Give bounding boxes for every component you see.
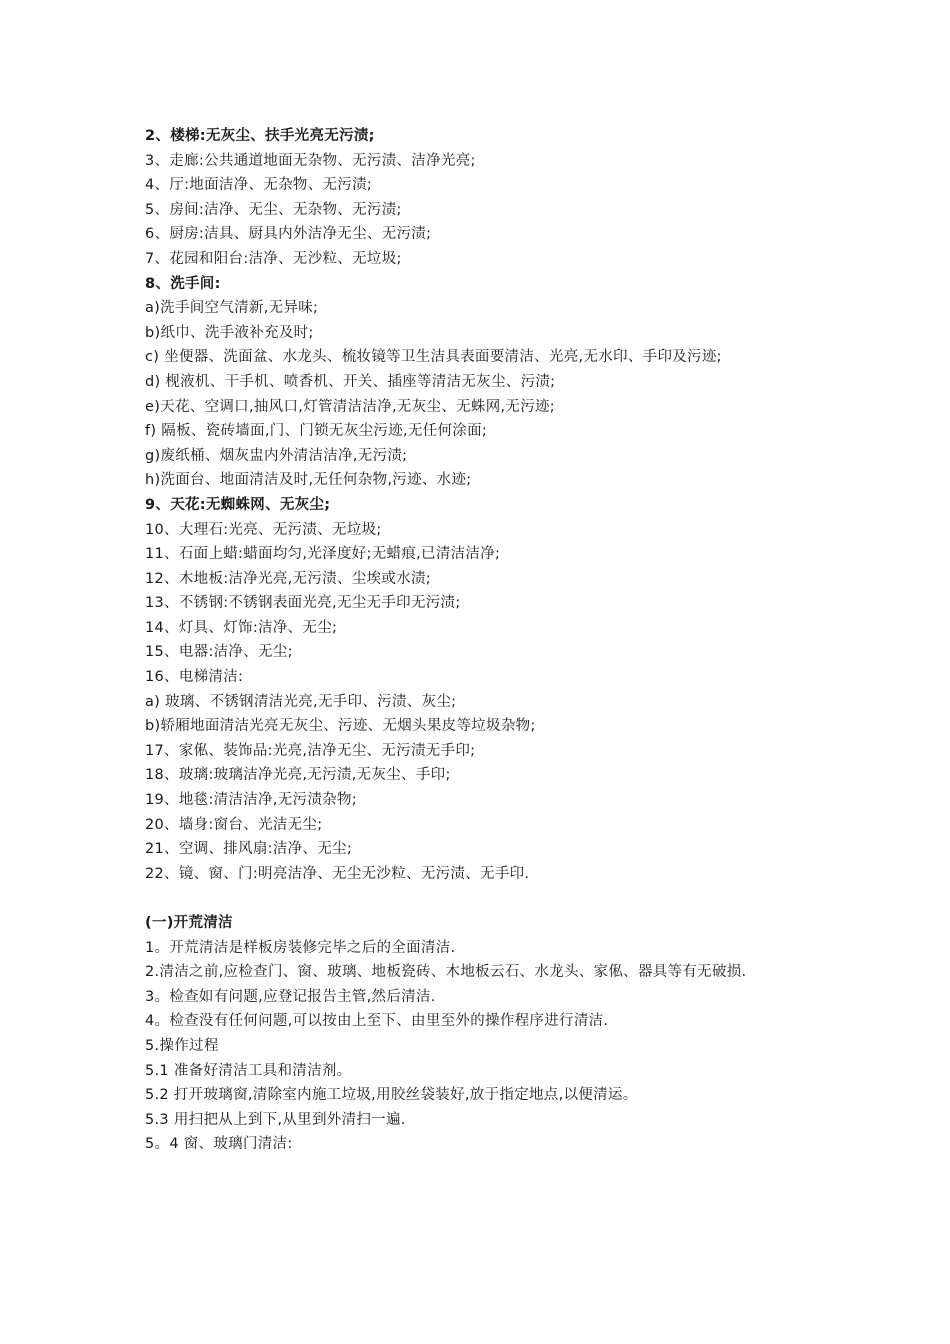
- text-line: 14、灯具、灯饰:洁净、无尘;: [145, 619, 338, 636]
- text-line: 6、厨房:洁具、厨具内外洁净无尘、无污渍;: [145, 226, 432, 243]
- text-line: 5.3 用扫把从上到下,从里到外清扫一遍.: [145, 1111, 406, 1128]
- text-line: d) 枧液机、干手机、喷香机、开关、插座等清洁无灰尘、污渍;: [145, 373, 556, 390]
- heading-line: (一)开荒清洁: [145, 915, 233, 931]
- text-line: 10、大理石:光亮、无污渍、无垃圾;: [145, 521, 382, 538]
- heading-line: 2、楼梯:无灰尘、扶手光亮无污渍;: [145, 128, 375, 144]
- text-line: a)洗手间空气清新,无异味;: [145, 300, 319, 317]
- document-page: [145, 124, 810, 1157]
- text-line: 4、厅:地面洁净、无杂物、无污渍;: [145, 177, 373, 194]
- text-line: 11、石面上蜡:蜡面均匀,光泽度好;无蜡痕,已清洁洁净;: [145, 546, 501, 563]
- text-line: 20、墙身:窗台、光洁无尘;: [145, 816, 323, 833]
- text-line: 12、木地板:洁净光亮,无污渍、尘埃或水渍;: [145, 570, 431, 587]
- text-line: 18、玻璃:玻璃洁净光亮,无污渍,无灰尘、手印;: [145, 767, 451, 784]
- text-line: 2.清洁之前,应检查门、窗、玻璃、地板瓷砖、木地板云石、水龙头、家俬、器具等有无破损.: [145, 964, 747, 981]
- section-gap: [145, 886, 810, 911]
- text-line: 5、房间:洁净、无尘、无杂物、无污渍;: [145, 201, 402, 218]
- text-line: b)轿厢地面清洁光亮无灰尘、污迹、无烟头果皮等垃圾杂物;: [145, 718, 536, 735]
- text-line: 21、空调、排风扇:洁净、无尘;: [145, 841, 353, 858]
- heading-line: 8、洗手间:: [145, 275, 221, 292]
- text-line: 5.1 准备好清洁工具和清洁剂。: [145, 1062, 352, 1079]
- text-line: 4。检查没有任何问题,可以按由上至下、由里至外的操作程序进行清洁.: [145, 1013, 609, 1030]
- section-list: [145, 911, 810, 1157]
- text-line: 5。4 窗、玻璃门清洁:: [145, 1136, 293, 1153]
- text-line: c) 坐便器、洗面盆、水龙头、梳妆镜等卫生洁具表面要清洁、光亮,无水印、手印及污迹;: [145, 349, 722, 366]
- heading-line: 9、天花:无蜘蛛网、无灰尘;: [145, 496, 331, 513]
- text-line: 13、不锈钢:不锈钢表面光亮,无尘无手印无污渍;: [145, 595, 461, 612]
- text-line: 17、家俬、装饰品:光亮,洁净无尘、无污渍无手印;: [145, 742, 476, 759]
- text-line: 3、走廊:公共通道地面无杂物、无污渍、洁净光亮;: [145, 152, 476, 169]
- text-line: 1。开荒清洁是样板房装修完毕之后的全面清洁.: [145, 939, 456, 956]
- text-line: g)废纸桶、烟灰盅内外清洁洁净,无污渍;: [145, 447, 408, 464]
- text-line: 15、电器:洁净、无尘;: [145, 644, 293, 661]
- text-line: 5.2 打开玻璃窗,清除室内施工垃圾,用胶丝袋装好,放于指定地点,以便清运。: [145, 1087, 638, 1104]
- text-line: f) 隔板、瓷砖墙面,门、门锁无灰尘污迹,无任何涂面;: [145, 423, 488, 440]
- text-line: 3。检查如有问题,应登记报告主管,然后清洁.: [145, 988, 436, 1005]
- text-line: 22、镜、窗、门:明亮洁净、无尘无沙粒、无污渍、无手印.: [145, 865, 530, 882]
- text-line: 19、地毯:清洁洁净,无污渍杂物;: [145, 792, 357, 809]
- standards-list: [145, 124, 810, 886]
- text-line: 7、花园和阳台:洁净、无沙粒、无垃圾;: [145, 250, 402, 267]
- text-line: 16、电梯清洁:: [145, 669, 244, 686]
- text-line: e)天花、空调口,抽风口,灯管清洁洁净,无灰尘、无蛛网,无污迹;: [145, 398, 555, 415]
- text-line: h)洗面台、地面清洁及时,无任何杂物,污迹、水迹;: [145, 472, 472, 489]
- text-line: a) 玻璃、不锈钢清洁光亮,无手印、污渍、灰尘;: [145, 693, 457, 710]
- text-line: b)纸巾、洗手液补充及时;: [145, 324, 314, 341]
- text-line: 5.操作过程: [145, 1037, 219, 1054]
